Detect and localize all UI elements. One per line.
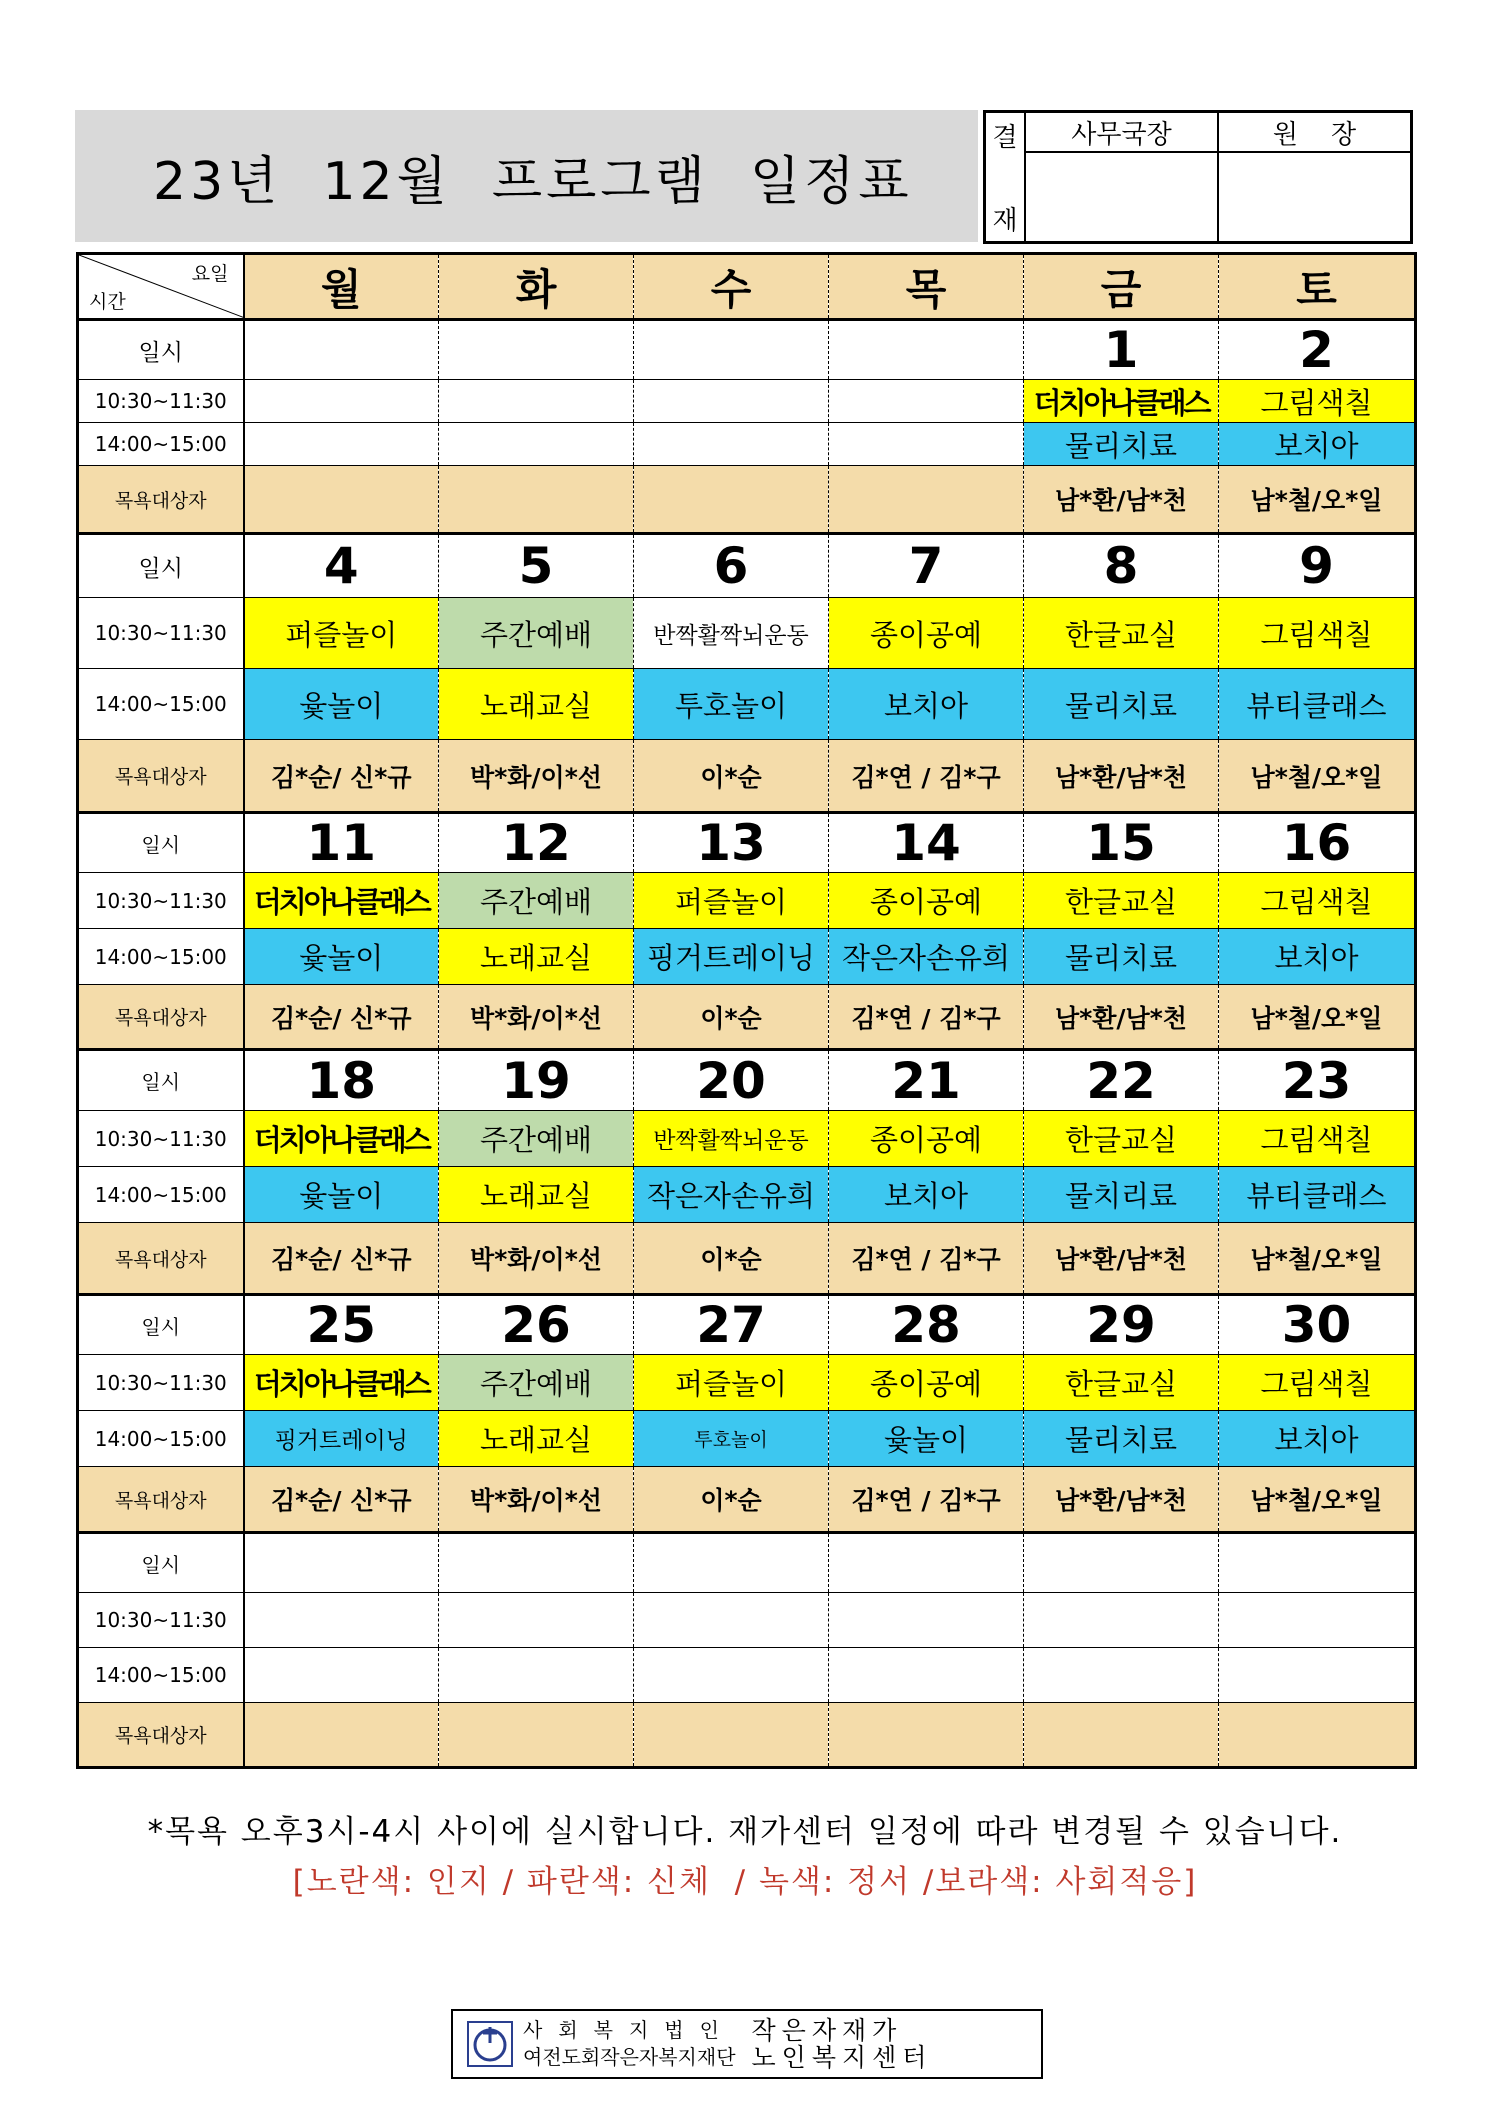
morning-row bbox=[78, 380, 1416, 423]
bath-label: 목욕대상자 bbox=[78, 466, 244, 534]
date-row bbox=[78, 534, 1416, 598]
afternoon-activity-mon bbox=[244, 423, 439, 466]
date-cell-thu: 21 bbox=[829, 1050, 1024, 1111]
morning-activity-mon: 더치아나클래스 bbox=[244, 1355, 439, 1411]
afternoon-label: 14:00~15:00 bbox=[78, 1167, 244, 1223]
afternoon-activity-mon: 윷놀이 bbox=[244, 1167, 439, 1223]
afternoon-activity-tue bbox=[439, 1648, 634, 1703]
bath-label: 목욕대상자 bbox=[78, 740, 244, 813]
morning-activity-sat bbox=[1219, 1593, 1416, 1648]
afternoon-row bbox=[78, 1411, 1416, 1467]
morning-activity-thu bbox=[829, 380, 1024, 423]
morning-activity-sat: 그림색칠 bbox=[1219, 1355, 1416, 1411]
approval-head-director: 사무국장 bbox=[1026, 113, 1217, 153]
morning-activity-sat: 그림색칠 bbox=[1219, 380, 1416, 423]
bath-cell-wed: 이*순 bbox=[634, 1223, 829, 1295]
afternoon-activity-tue bbox=[439, 423, 634, 466]
date-cell-thu: 7 bbox=[829, 534, 1024, 598]
schedule-body bbox=[78, 254, 1416, 1768]
bath-cell-thu: 김*연 / 김*구 bbox=[829, 1223, 1024, 1295]
date-cell-sat: 30 bbox=[1219, 1295, 1416, 1355]
bath-row bbox=[78, 466, 1416, 534]
morning-activity-mon bbox=[244, 1593, 439, 1648]
bath-label: 목욕대상자 bbox=[78, 1703, 244, 1768]
bath-cell-mon: 김*순/ 신*규 bbox=[244, 985, 439, 1050]
date-row bbox=[78, 1533, 1416, 1593]
bath-cell-mon bbox=[244, 466, 439, 534]
day-header-mon: 월 bbox=[244, 254, 439, 320]
morning-label: 10:30~11:30 bbox=[78, 873, 244, 929]
morning-activity-sat: 그림색칠 bbox=[1219, 598, 1416, 669]
afternoon-activity-sat: 보치아 bbox=[1219, 929, 1416, 985]
afternoon-activity-sat bbox=[1219, 1648, 1416, 1703]
morning-activity-tue: 주간예배 bbox=[439, 873, 634, 929]
bath-cell-sat: 남*철/오*일 bbox=[1219, 740, 1416, 813]
bath-cell-tue: 박*화/이*선 bbox=[439, 985, 634, 1050]
approval-head-head: 원 장 bbox=[1219, 113, 1410, 153]
date-label: 일시 bbox=[78, 534, 244, 598]
bath-cell-tue bbox=[439, 1703, 634, 1768]
day-header-row bbox=[78, 254, 1416, 320]
approval-sign-director[interactable] bbox=[1026, 153, 1217, 241]
date-cell-sat: 9 bbox=[1219, 534, 1416, 598]
afternoon-row bbox=[78, 669, 1416, 740]
date-cell-fri: 8 bbox=[1024, 534, 1219, 598]
afternoon-activity-thu bbox=[829, 423, 1024, 466]
morning-label: 10:30~11:30 bbox=[78, 598, 244, 669]
date-label: 일시 bbox=[78, 813, 244, 873]
bath-label: 목욕대상자 bbox=[78, 1223, 244, 1295]
afternoon-label: 14:00~15:00 bbox=[78, 929, 244, 985]
page-title: 23년 12월 프로그램 일정표 bbox=[153, 151, 913, 212]
approval-sign-head[interactable] bbox=[1219, 153, 1410, 241]
morning-activity-fri: 한글교실 bbox=[1024, 1355, 1219, 1411]
org-line1: 사회복지법인 bbox=[523, 2018, 735, 2042]
afternoon-activity-tue: 노래교실 bbox=[439, 669, 634, 740]
date-cell-tue bbox=[439, 1533, 634, 1593]
afternoon-activity-mon: 윷놀이 bbox=[244, 929, 439, 985]
morning-activity-fri: 한글교실 bbox=[1024, 1111, 1219, 1167]
morning-label: 10:30~11:30 bbox=[78, 1355, 244, 1411]
afternoon-activity-tue: 노래교실 bbox=[439, 1167, 634, 1223]
morning-row bbox=[78, 1111, 1416, 1167]
afternoon-activity-wed: 투호놀이 bbox=[634, 669, 829, 740]
date-cell-mon bbox=[244, 1533, 439, 1593]
date-cell-tue: 5 bbox=[439, 534, 634, 598]
day-header-sat: 토 bbox=[1219, 254, 1416, 320]
bath-cell-sat: 남*철/오*일 bbox=[1219, 466, 1416, 534]
day-header-tue: 화 bbox=[439, 254, 634, 320]
morning-activity-tue: 주간예배 bbox=[439, 1111, 634, 1167]
afternoon-activity-mon bbox=[244, 1648, 439, 1703]
bath-label: 목욕대상자 bbox=[78, 985, 244, 1050]
date-cell-thu: 14 bbox=[829, 813, 1024, 873]
morning-row bbox=[78, 873, 1416, 929]
date-row bbox=[78, 1295, 1416, 1355]
bath-cell-sat: 남*철/오*일 bbox=[1219, 1467, 1416, 1533]
org-name1: 작은자재가 bbox=[751, 2016, 903, 2045]
bath-label: 목욕대상자 bbox=[78, 1467, 244, 1533]
date-cell-fri: 15 bbox=[1024, 813, 1219, 873]
approval-box bbox=[983, 110, 1413, 244]
morning-activity-wed bbox=[634, 1593, 829, 1648]
morning-activity-fri: 한글교실 bbox=[1024, 598, 1219, 669]
morning-activity-tue bbox=[439, 380, 634, 423]
bath-cell-mon: 김*순/ 신*규 bbox=[244, 1223, 439, 1295]
bath-row bbox=[78, 985, 1416, 1050]
date-cell-thu: 28 bbox=[829, 1295, 1024, 1355]
afternoon-activity-wed: 투호놀이 bbox=[634, 1411, 829, 1467]
afternoon-activity-thu: 윷놀이 bbox=[829, 1411, 1024, 1467]
date-label: 일시 bbox=[78, 1050, 244, 1111]
date-cell-fri: 22 bbox=[1024, 1050, 1219, 1111]
afternoon-activity-fri: 물치리료 bbox=[1024, 1167, 1219, 1223]
afternoon-row bbox=[78, 1648, 1416, 1703]
bath-cell-thu: 김*연 / 김*구 bbox=[829, 1467, 1024, 1533]
afternoon-label: 14:00~15:00 bbox=[78, 1648, 244, 1703]
morning-activity-fri bbox=[1024, 1593, 1219, 1648]
date-cell-mon bbox=[244, 320, 439, 380]
morning-activity-thu: 종이공예 bbox=[829, 1111, 1024, 1167]
date-row bbox=[78, 320, 1416, 380]
date-cell-sat: 23 bbox=[1219, 1050, 1416, 1111]
afternoon-row bbox=[78, 929, 1416, 985]
afternoon-activity-thu: 보치아 bbox=[829, 1167, 1024, 1223]
date-cell-mon: 25 bbox=[244, 1295, 439, 1355]
bath-cell-tue: 박*화/이*선 bbox=[439, 740, 634, 813]
date-row bbox=[78, 1050, 1416, 1111]
approval-col-director bbox=[1026, 113, 1217, 241]
afternoon-label: 14:00~15:00 bbox=[78, 423, 244, 466]
date-cell-wed bbox=[634, 1533, 829, 1593]
morning-activity-thu bbox=[829, 1593, 1024, 1648]
date-cell-wed: 13 bbox=[634, 813, 829, 873]
bath-cell-wed: 이*순 bbox=[634, 985, 829, 1050]
morning-row bbox=[78, 1355, 1416, 1411]
afternoon-row bbox=[78, 1167, 1416, 1223]
morning-activity-mon bbox=[244, 380, 439, 423]
morning-activity-tue: 주간예배 bbox=[439, 598, 634, 669]
afternoon-activity-wed: 작은자손유희 bbox=[634, 1167, 829, 1223]
afternoon-activity-wed bbox=[634, 1648, 829, 1703]
title-banner bbox=[75, 110, 978, 242]
date-cell-fri: 29 bbox=[1024, 1295, 1219, 1355]
date-label: 일시 bbox=[78, 1295, 244, 1355]
afternoon-label: 14:00~15:00 bbox=[78, 1411, 244, 1467]
morning-activity-sat: 그림색칠 bbox=[1219, 873, 1416, 929]
bath-cell-wed: 이*순 bbox=[634, 740, 829, 813]
morning-activity-thu: 종이공예 bbox=[829, 873, 1024, 929]
morning-activity-tue bbox=[439, 1593, 634, 1648]
organization-name bbox=[752, 2017, 933, 2071]
bath-row bbox=[78, 1223, 1416, 1295]
bath-cell-sat: 남*철/오*일 bbox=[1219, 985, 1416, 1050]
date-cell-wed: 27 bbox=[634, 1295, 829, 1355]
bath-row bbox=[78, 1703, 1416, 1768]
corner-time-label: 시간 bbox=[89, 291, 126, 313]
afternoon-activity-wed: 핑거트레이닝 bbox=[634, 929, 829, 985]
bath-cell-wed: 이*순 bbox=[634, 1467, 829, 1533]
org-line2: 여전도회작은자복지재단 bbox=[523, 2045, 736, 2069]
morning-activity-fri: 한글교실 bbox=[1024, 873, 1219, 929]
morning-activity-mon: 더치아나클래스 bbox=[244, 873, 439, 929]
morning-label: 10:30~11:30 bbox=[78, 1593, 244, 1648]
bath-row bbox=[78, 1467, 1416, 1533]
bath-cell-thu: 김*연 / 김*구 bbox=[829, 985, 1024, 1050]
date-cell-thu bbox=[829, 1533, 1024, 1593]
date-cell-tue: 12 bbox=[439, 813, 634, 873]
morning-activity-thu: 종이공예 bbox=[829, 598, 1024, 669]
date-cell-wed: 20 bbox=[634, 1050, 829, 1111]
date-label: 일시 bbox=[78, 1533, 244, 1593]
afternoon-activity-tue: 노래교실 bbox=[439, 1411, 634, 1467]
morning-activity-mon: 더치아나클래스 bbox=[244, 1111, 439, 1167]
date-cell-sat: 2 bbox=[1219, 320, 1416, 380]
date-cell-mon: 18 bbox=[244, 1050, 439, 1111]
bath-cell-sat: 남*철/오*일 bbox=[1219, 1223, 1416, 1295]
date-cell-tue: 19 bbox=[439, 1050, 634, 1111]
bath-cell-mon: 김*순/ 신*규 bbox=[244, 740, 439, 813]
date-label: 일시 bbox=[78, 320, 244, 380]
morning-activity-wed: 반짝활짝뇌운동 bbox=[634, 598, 829, 669]
date-cell-thu bbox=[829, 320, 1024, 380]
organization-legal bbox=[523, 2017, 736, 2071]
afternoon-activity-tue: 노래교실 bbox=[439, 929, 634, 985]
date-cell-fri: 1 bbox=[1024, 320, 1219, 380]
afternoon-activity-sat: 보치아 bbox=[1219, 423, 1416, 466]
date-cell-fri bbox=[1024, 1533, 1219, 1593]
morning-activity-wed: 반짝활짝뇌운동 bbox=[634, 1111, 829, 1167]
bath-note: *목욕 오후3시-4시 사이에 실시합니다. 재가센터 일정에 따라 변경될 수 있습니다. bbox=[147, 1814, 1343, 1850]
bath-cell-wed bbox=[634, 1703, 829, 1768]
organization-logo-icon bbox=[467, 2021, 513, 2067]
afternoon-activity-fri: 물리치료 bbox=[1024, 929, 1219, 985]
date-cell-wed: 6 bbox=[634, 534, 829, 598]
bath-row bbox=[78, 740, 1416, 813]
afternoon-activity-mon: 윷놀이 bbox=[244, 669, 439, 740]
bath-cell-fri: 남*환/남*천 bbox=[1024, 466, 1219, 534]
corner-day-label: 요일 bbox=[191, 263, 229, 285]
morning-activity-thu: 종이공예 bbox=[829, 1355, 1024, 1411]
afternoon-activity-mon: 핑거트레이닝 bbox=[244, 1411, 439, 1467]
morning-activity-wed bbox=[634, 380, 829, 423]
date-row bbox=[78, 813, 1416, 873]
bath-cell-sat bbox=[1219, 1703, 1416, 1768]
date-cell-sat: 16 bbox=[1219, 813, 1416, 873]
bath-cell-fri: 남*환/남*천 bbox=[1024, 985, 1219, 1050]
corner-cell bbox=[78, 254, 244, 320]
day-header-wed: 수 bbox=[634, 254, 829, 320]
bath-cell-thu bbox=[829, 466, 1024, 534]
color-legend: [노란색: 인지 / 파란색: 신체 / 녹색: 정서 /보라색: 사회적응] bbox=[292, 1864, 1198, 1900]
bath-cell-fri bbox=[1024, 1703, 1219, 1768]
bath-cell-mon bbox=[244, 1703, 439, 1768]
morning-activity-fri: 더치아나클래스 bbox=[1024, 380, 1219, 423]
morning-activity-wed: 퍼즐놀이 bbox=[634, 1355, 829, 1411]
afternoon-activity-fri: 물리치료 bbox=[1024, 423, 1219, 466]
date-cell-wed bbox=[634, 320, 829, 380]
organization-box bbox=[451, 2009, 1043, 2079]
date-cell-tue bbox=[439, 320, 634, 380]
approval-col-head bbox=[1217, 113, 1410, 241]
date-cell-mon: 4 bbox=[244, 534, 439, 598]
afternoon-activity-thu: 보치아 bbox=[829, 669, 1024, 740]
approval-side-bottom: 재 bbox=[992, 206, 1018, 236]
bath-cell-tue: 박*화/이*선 bbox=[439, 1467, 634, 1533]
afternoon-activity-sat: 보치아 bbox=[1219, 1411, 1416, 1467]
morning-activity-sat: 그림색칠 bbox=[1219, 1111, 1416, 1167]
bath-cell-fri: 남*환/남*천 bbox=[1024, 740, 1219, 813]
date-cell-sat bbox=[1219, 1533, 1416, 1593]
bath-cell-fri: 남*환/남*천 bbox=[1024, 1467, 1219, 1533]
morning-row bbox=[78, 1593, 1416, 1648]
approval-side bbox=[986, 113, 1026, 241]
afternoon-activity-fri: 물리치료 bbox=[1024, 669, 1219, 740]
bath-cell-tue bbox=[439, 466, 634, 534]
bath-cell-thu bbox=[829, 1703, 1024, 1768]
day-header-thu: 목 bbox=[829, 254, 1024, 320]
morning-label: 10:30~11:30 bbox=[78, 1111, 244, 1167]
bath-cell-mon: 김*순/ 신*규 bbox=[244, 1467, 439, 1533]
bath-cell-thu: 김*연 / 김*구 bbox=[829, 740, 1024, 813]
afternoon-activity-fri bbox=[1024, 1648, 1219, 1703]
date-cell-tue: 26 bbox=[439, 1295, 634, 1355]
morning-row bbox=[78, 598, 1416, 669]
morning-label: 10:30~11:30 bbox=[78, 380, 244, 423]
schedule-table bbox=[76, 252, 1417, 1769]
day-header-fri: 금 bbox=[1024, 254, 1219, 320]
bath-cell-fri: 남*환/남*천 bbox=[1024, 1223, 1219, 1295]
bath-cell-tue: 박*화/이*선 bbox=[439, 1223, 634, 1295]
approval-side-top: 결 bbox=[992, 123, 1018, 153]
afternoon-activity-sat: 뷰티클래스 bbox=[1219, 669, 1416, 740]
date-cell-mon: 11 bbox=[244, 813, 439, 873]
afternoon-activity-fri: 물리치료 bbox=[1024, 1411, 1219, 1467]
afternoon-activity-thu bbox=[829, 1648, 1024, 1703]
morning-activity-tue: 주간예배 bbox=[439, 1355, 634, 1411]
afternoon-activity-sat: 뷰티클래스 bbox=[1219, 1167, 1416, 1223]
afternoon-label: 14:00~15:00 bbox=[78, 669, 244, 740]
morning-activity-mon: 퍼즐놀이 bbox=[244, 598, 439, 669]
afternoon-activity-wed bbox=[634, 423, 829, 466]
morning-activity-wed: 퍼즐놀이 bbox=[634, 873, 829, 929]
org-name2: 노인복지센터 bbox=[751, 2043, 933, 2072]
afternoon-activity-thu: 작은자손유희 bbox=[829, 929, 1024, 985]
afternoon-row bbox=[78, 423, 1416, 466]
bath-cell-wed bbox=[634, 466, 829, 534]
